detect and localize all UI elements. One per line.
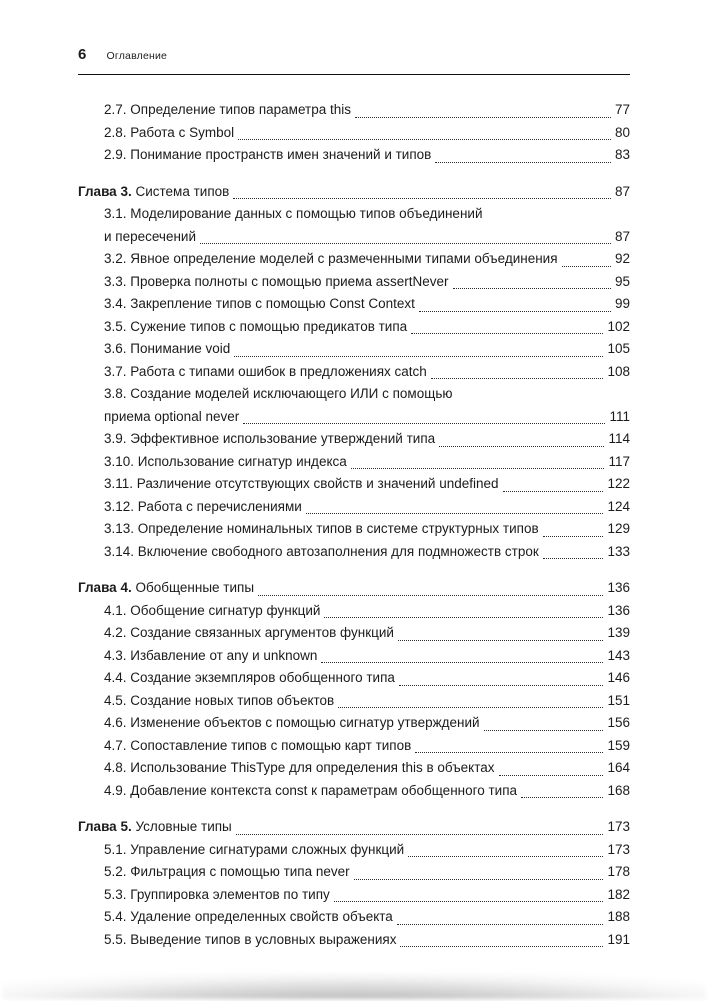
toc-page-number: 143: [607, 647, 630, 663]
toc-page-number: 178: [607, 864, 630, 879]
toc-line: [104, 473, 630, 496]
dot-leader: [453, 271, 611, 290]
toc-entry: [78, 361, 630, 384]
toc-chapter-entry: [78, 816, 630, 839]
toc-entry-text: 5.2. Фильтрация с помощью типа never: [104, 864, 350, 879]
toc-page-number: 87: [614, 228, 630, 244]
toc-page-number: 168: [607, 782, 630, 798]
toc-entry: [78, 271, 630, 294]
toc-entry-text: 4.2. Создание связанных аргументов функций: [104, 625, 394, 640]
toc-entry: [78, 929, 630, 952]
toc-page-number: 124: [607, 498, 630, 514]
toc-entry: [78, 757, 630, 780]
toc-page-number: 188: [607, 909, 630, 924]
toc-page-number: 77: [614, 102, 630, 117]
toc-line: [104, 361, 630, 384]
toc-line: [104, 645, 630, 668]
toc-chapter-title: Обобщенные типы: [135, 580, 255, 595]
toc-entry-text: 4.3. Избавление от any и unknown: [104, 647, 318, 663]
toc-line: [78, 181, 630, 204]
toc-line: [104, 839, 630, 862]
toc-page-number: 151: [607, 692, 630, 708]
toc-chapter-prefix: Глава 3.: [78, 183, 136, 199]
toc-entry: [78, 144, 630, 167]
toc-entry: [78, 122, 630, 145]
toc-line: [104, 667, 630, 690]
toc-entry: [78, 383, 630, 428]
dot-leader: [439, 428, 604, 447]
dot-leader: [562, 248, 611, 267]
toc-page-number: 139: [607, 625, 630, 640]
toc-entry-text: 2.9. Понимание пространств имен значений и типов: [104, 147, 432, 162]
toc-entry: [78, 906, 630, 929]
toc-entry-text: 3.13. Определение номинальных типов в системе структурных типов: [104, 521, 539, 536]
toc-entry-text: 3.8. Создание моделей исключающего ИЛИ с помощью: [104, 386, 453, 401]
toc-line: [104, 712, 630, 735]
dot-leader: [321, 645, 603, 664]
toc-line: [104, 861, 630, 884]
toc-entry: [78, 839, 630, 862]
toc-line: [104, 226, 630, 249]
toc-entry: [78, 428, 630, 451]
toc-line: [104, 622, 630, 645]
toc-entry-text-continued: приема optional never: [104, 408, 240, 424]
dot-leader: [431, 361, 604, 380]
toc-line: [104, 144, 630, 167]
toc-chapter-entry: [78, 577, 630, 600]
toc-entry: [78, 735, 630, 758]
toc-page-number: 102: [607, 318, 630, 334]
toc-line: [104, 316, 630, 339]
dot-leader: [243, 406, 605, 425]
toc-line: [104, 929, 630, 952]
toc-entry: [78, 541, 630, 564]
toc-line: [104, 600, 630, 623]
toc-entry: [78, 884, 630, 907]
dot-leader: [200, 226, 611, 245]
toc-page-number: 191: [607, 931, 630, 947]
toc-entry-text: [78, 577, 254, 600]
toc-line: [104, 271, 630, 294]
toc-page-number: 117: [608, 453, 630, 469]
toc-page-number: 136: [607, 580, 630, 595]
toc-entry-text: 4.4. Создание экземпляров обобщенного типа: [104, 670, 395, 685]
toc-entry: [78, 473, 630, 496]
toc-entry-text: 5.1. Управление сигнатурами сложных функций: [104, 841, 405, 857]
toc-entry-text: 2.7. Определение типов параметра this: [104, 102, 351, 117]
toc-line: [104, 293, 630, 316]
dot-leader: [484, 712, 604, 731]
toc-line: [104, 338, 630, 361]
toc-page-number: 136: [607, 602, 630, 618]
dot-leader: [238, 122, 611, 141]
toc-line: [104, 496, 630, 519]
toc-page-number: 122: [607, 476, 630, 491]
dot-leader: [503, 473, 604, 492]
toc-line: [104, 541, 630, 564]
dot-leader: [258, 577, 603, 596]
page-header: [78, 46, 630, 75]
toc-line: [78, 577, 630, 600]
dot-leader: [499, 757, 604, 776]
toc-line: [104, 99, 630, 122]
toc-line: [104, 906, 630, 929]
toc-line: [104, 780, 630, 803]
toc-chapter-prefix: Глава 5.: [78, 819, 136, 834]
dot-leader: [354, 861, 604, 880]
dot-leader: [397, 906, 604, 925]
toc-entry: [78, 600, 630, 623]
toc-entry-text: 3.1. Моделирование данных с помощью типов объединений: [104, 206, 483, 221]
toc-page-number: 105: [607, 341, 630, 356]
dot-leader: [398, 622, 604, 641]
toc-line: [104, 406, 630, 429]
toc-line: [104, 383, 630, 406]
toc-entry-text: 3.14. Включение свободного автозаполнения для подмножеств строк: [104, 543, 539, 559]
toc-entry-text: [78, 816, 232, 839]
toc-page-number: 146: [607, 670, 630, 685]
toc-page-number: 159: [607, 737, 630, 753]
toc-page-number: 111: [609, 408, 630, 424]
toc-line: [78, 816, 630, 839]
toc-line: [104, 518, 630, 541]
toc-page-number: 156: [607, 715, 630, 730]
toc-line: [104, 884, 630, 907]
toc-entry: [78, 690, 630, 713]
toc-line: [104, 428, 630, 451]
toc-line: [104, 203, 630, 226]
dot-leader: [399, 667, 604, 686]
toc-entry-text: 4.5. Создание новых типов объектов: [104, 692, 335, 708]
page-number: 6: [78, 46, 87, 63]
toc-entry-text: 4.8. Использование ThisType для определения this в объектах: [104, 760, 495, 775]
toc-entry: [78, 316, 630, 339]
dot-leader: [419, 293, 611, 312]
toc-entry: [78, 645, 630, 668]
dot-leader: [415, 735, 603, 754]
toc-chapter-title: Условные типы: [135, 819, 232, 834]
toc-entry-text: 3.3. Проверка полноты с помощью приема assertNever: [104, 273, 449, 289]
toc-entry-text: 3.11. Различение отсутствующих свойств и значений undefined: [104, 476, 499, 491]
toc-entry-text-continued: и пересечений: [104, 228, 197, 244]
toc-entry-text: 3.4. Закрепление типов с помощью Const Context: [104, 296, 415, 311]
dot-leader: [234, 338, 603, 357]
dot-leader: [351, 451, 605, 470]
toc-entry: [78, 338, 630, 361]
dot-leader: [435, 144, 611, 163]
dot-leader: [543, 518, 604, 537]
toc-entry-text: 3.12. Работа с перечислениями: [104, 498, 302, 514]
toc-page-number: 173: [607, 819, 630, 834]
toc-entry: [78, 780, 630, 803]
toc-entry-text: 3.9. Эффективное использование утверждений типа: [104, 431, 436, 446]
toc-entry: [78, 496, 630, 519]
toc-page-number: 164: [607, 760, 630, 775]
toc-entry-text: 3.7. Работа с типами ошибок в предложениях catch: [104, 363, 427, 379]
toc-entry: [78, 203, 630, 248]
toc-page-number: 95: [614, 273, 630, 289]
toc-page-number: 99: [614, 296, 630, 311]
toc-chapter-title: Система типов: [135, 183, 230, 199]
table-of-contents: [78, 99, 630, 951]
running-header-title: Оглавление: [106, 50, 168, 62]
toc-entry: [78, 451, 630, 474]
toc-page-number: 92: [614, 251, 630, 266]
toc-entry: [78, 712, 630, 735]
toc-page-number: 83: [614, 147, 630, 162]
toc-line: [104, 690, 630, 713]
toc-entry: [78, 667, 630, 690]
toc-entry-text: 2.8. Работа с Symbol: [104, 124, 235, 140]
dot-leader: [334, 884, 604, 903]
toc-page-number: 173: [607, 841, 630, 857]
toc-line: [104, 122, 630, 145]
toc-entry: [78, 861, 630, 884]
dot-leader: [233, 181, 611, 200]
toc-chapter-prefix: Глава 4.: [78, 580, 136, 595]
dot-leader: [236, 816, 604, 835]
toc-entry-text: 4.9. Добавление контекста const к параметрам обобщенного типа: [104, 782, 518, 798]
toc-chapter-entry: [78, 181, 630, 204]
toc-entry-text: 5.5. Выведение типов в условных выражениях: [104, 931, 397, 947]
toc-entry: [78, 248, 630, 271]
toc-entry: [78, 622, 630, 645]
toc-entry-text: 5.4. Удаление определенных свойств объекта: [104, 909, 393, 924]
toc-line: [104, 451, 630, 474]
toc-page-number: 114: [608, 431, 630, 446]
toc-entry-text: 3.10. Использование сигнатур индекса: [104, 453, 347, 469]
toc-entry-text: 4.7. Сопоставление типов с помощью карт типов: [104, 737, 412, 753]
toc-entry-text: 3.6. Понимание void: [104, 341, 231, 356]
toc-page-number: 182: [607, 886, 630, 902]
toc-entry-text: 4.6. Изменение объектов с помощью сигнатур утверждений: [104, 715, 480, 730]
toc-entry-text: 3.2. Явное определение моделей с размеченными типами объединения: [104, 251, 558, 266]
dot-leader: [408, 839, 603, 858]
toc-entry-text: [78, 181, 229, 204]
dot-leader: [324, 600, 603, 619]
toc-entry: [78, 518, 630, 541]
toc-page-number: 108: [607, 363, 630, 379]
toc-page-number: 133: [607, 543, 630, 559]
toc-page-number: 87: [614, 183, 630, 199]
toc-line: [104, 735, 630, 758]
toc-line: [104, 248, 630, 271]
toc-entry-text: 4.1. Обобщение сигнатур функций: [104, 602, 321, 618]
toc-page-number: 80: [614, 124, 630, 140]
dot-leader: [411, 316, 603, 335]
page-bottom-shadow: [2, 973, 706, 999]
toc-entry: [78, 293, 630, 316]
toc-entry-text: 5.3. Группировка элементов по типу: [104, 886, 330, 902]
dot-leader: [400, 929, 603, 948]
dot-leader: [543, 541, 604, 560]
toc-entry: [78, 99, 630, 122]
toc-page-number: 129: [607, 521, 630, 536]
dot-leader: [338, 690, 603, 709]
toc-line: [104, 757, 630, 780]
dot-leader: [306, 496, 604, 515]
dot-leader: [355, 99, 611, 118]
toc-entry-text: 3.5. Сужение типов с помощью предикатов типа: [104, 318, 408, 334]
dot-leader: [521, 780, 603, 799]
